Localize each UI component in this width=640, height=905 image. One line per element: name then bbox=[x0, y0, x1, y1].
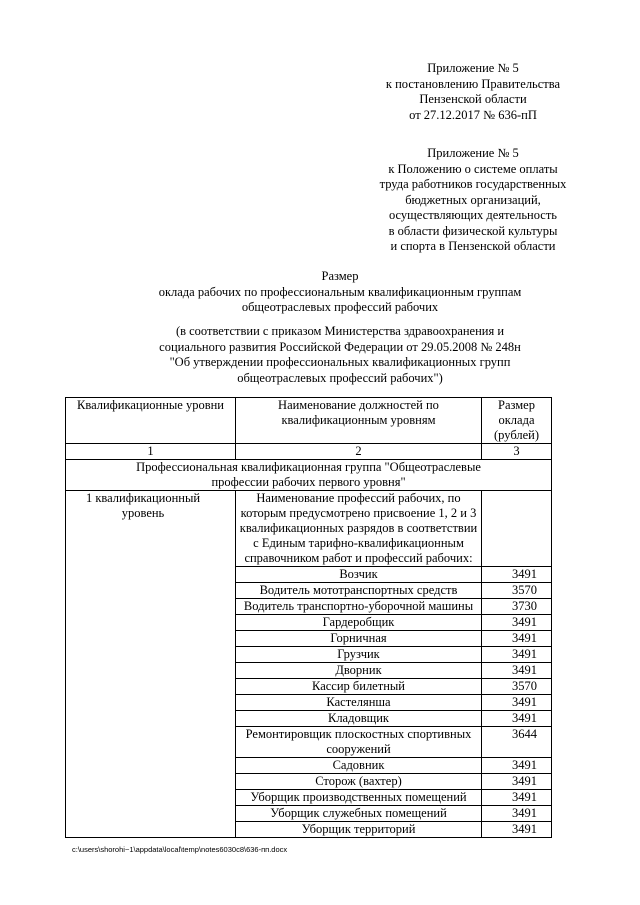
col-number: 2 bbox=[236, 444, 482, 460]
header-line: Приложение № 5 bbox=[427, 146, 519, 160]
salary-value: 3491 bbox=[482, 631, 552, 647]
group-title: Профессиональная квалификационная группа "Общеотраслевые профессии рабочих первого уровня" bbox=[66, 460, 552, 491]
salary-value: 3730 bbox=[482, 599, 552, 615]
column-number-row bbox=[66, 444, 552, 460]
profession-name: Уборщик производственных помещений bbox=[236, 790, 482, 806]
profession-intro: Наименование профессий рабочих, по которым предусмотрено присвоение 1, 2 и 3 квалификационных разрядов в соответствии с Единым тарифно-квалификационным справочником работ и профессий рабочих: bbox=[236, 491, 482, 567]
profession-name: Садовник bbox=[236, 758, 482, 774]
profession-name: Кладовщик bbox=[236, 711, 482, 727]
qualification-level: 1 квалификационный уровень bbox=[66, 491, 236, 838]
header-line: к постановлению Правительства bbox=[385, 76, 561, 91]
header-line: к Положению о системе оплаты bbox=[388, 161, 558, 176]
header-line: Приложение № 5 bbox=[427, 61, 519, 75]
salary-value: 3491 bbox=[482, 774, 552, 790]
profession-name: Горничная bbox=[236, 631, 482, 647]
salary-value: 3491 bbox=[482, 615, 552, 631]
salary-value: 3644 bbox=[482, 727, 552, 758]
title-line: общеотраслевых профессий рабочих bbox=[241, 300, 439, 314]
salary-value: 3491 bbox=[482, 695, 552, 711]
profession-name: Сторож (вахтер) bbox=[236, 774, 482, 790]
profession-name: Кассир билетный bbox=[236, 679, 482, 695]
intro-row bbox=[66, 491, 552, 567]
salary-value: 3570 bbox=[482, 679, 552, 695]
appendix-header-regulation bbox=[362, 146, 584, 255]
profession-name: Водитель мототранспортных средств bbox=[236, 583, 482, 599]
intro-salary-cell bbox=[482, 491, 552, 567]
header-line: от 27.12.2017 № 636-пП bbox=[409, 107, 537, 122]
salary-value: 3570 bbox=[482, 583, 552, 599]
title-line: оклада рабочих по профессиональным квалификационным группам bbox=[158, 284, 522, 299]
subtitle-line: социального развития Российской Федерации от 29.05.2008 № 248н bbox=[159, 339, 521, 354]
profession-name: Кастелянша bbox=[236, 695, 482, 711]
subtitle-line: "Об утверждении профессиональных квалификационных групп bbox=[169, 355, 511, 369]
profession-name: Водитель транспортно-уборочной машины bbox=[236, 599, 482, 615]
salary-value: 3491 bbox=[482, 711, 552, 727]
subtitle-line: (в соответствии с приказом Министерства здравоохранения и bbox=[175, 324, 505, 338]
salary-value: 3491 bbox=[482, 822, 552, 838]
header-line: в области физической культуры bbox=[388, 223, 558, 238]
header-line: и спорта в Пензенской области bbox=[390, 239, 556, 253]
group-title-row bbox=[66, 460, 552, 491]
table-header-row bbox=[66, 398, 552, 444]
col-number: 3 bbox=[482, 444, 552, 460]
salary-value: 3491 bbox=[482, 790, 552, 806]
profession-name: Уборщик служебных помещений bbox=[236, 806, 482, 822]
profession-name: Возчик bbox=[236, 567, 482, 583]
salary-table bbox=[65, 397, 552, 838]
profession-name: Грузчик bbox=[236, 647, 482, 663]
header-level: Квалификационные уровни bbox=[66, 398, 236, 444]
salary-value: 3491 bbox=[482, 806, 552, 822]
subtitle-line: общеотраслевых профессий рабочих") bbox=[237, 370, 443, 385]
document-subtitle bbox=[100, 324, 580, 386]
title-line: Размер bbox=[321, 269, 359, 283]
salary-value: 3491 bbox=[482, 758, 552, 774]
file-path-footer: c:\users\shorohi~1\appdata\local\temp\notes6030c8\636-пп.docx bbox=[72, 845, 288, 854]
document-title bbox=[100, 269, 580, 316]
profession-name: Гардеробщик bbox=[236, 615, 482, 631]
header-line: бюджетных организаций, bbox=[405, 192, 541, 207]
profession-name: Уборщик территорий bbox=[236, 822, 482, 838]
profession-name: Ремонтировщик плоскостных спортивных сооружений bbox=[236, 727, 482, 758]
col-number: 1 bbox=[66, 444, 236, 460]
header-salary: Размер оклада (рублей) bbox=[482, 398, 552, 444]
header-line: труда работников государственных bbox=[379, 177, 567, 191]
appendix-header-government bbox=[362, 61, 584, 123]
header-position: Наименование должностей по квалификационным уровням bbox=[236, 398, 482, 444]
salary-value: 3491 bbox=[482, 567, 552, 583]
header-line: Пензенской области bbox=[419, 92, 527, 106]
header-line: осуществляющих деятельность bbox=[388, 208, 557, 222]
salary-value: 3491 bbox=[482, 663, 552, 679]
profession-name: Дворник bbox=[236, 663, 482, 679]
salary-value: 3491 bbox=[482, 647, 552, 663]
